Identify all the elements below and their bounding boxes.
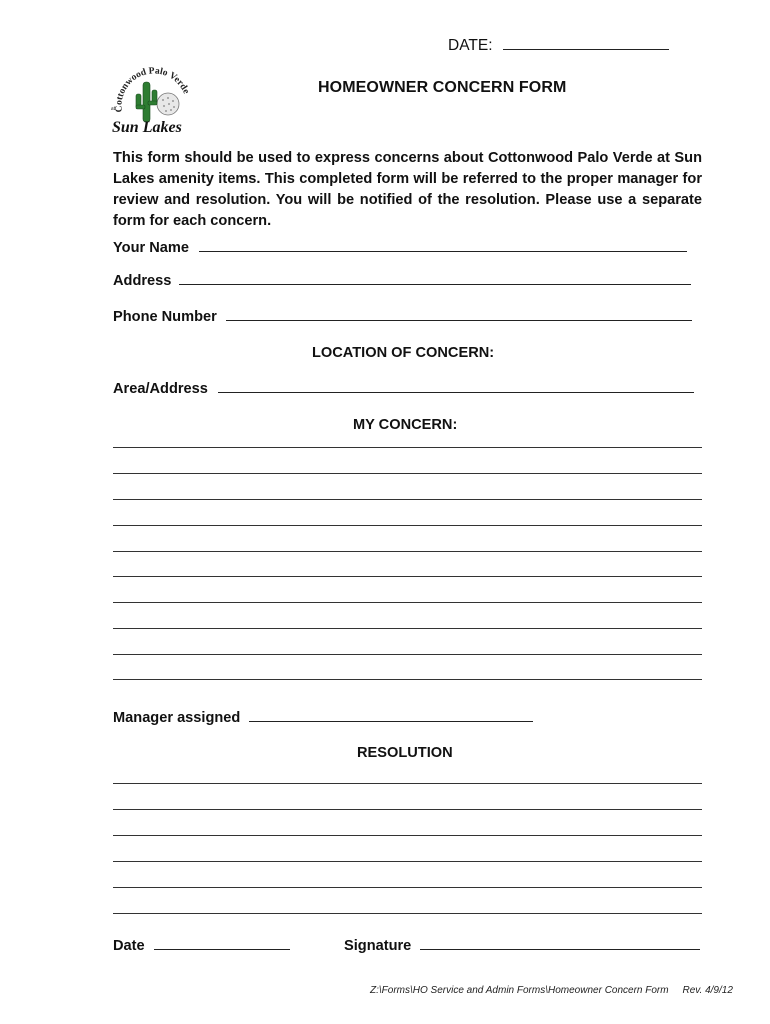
concern-line[interactable]: [113, 628, 702, 629]
manager-field[interactable]: [113, 709, 533, 726]
area-address-field[interactable]: [113, 380, 694, 397]
resolution-line[interactable]: [113, 887, 702, 888]
manager-blank[interactable]: [249, 709, 533, 722]
concern-line[interactable]: [113, 525, 702, 526]
your-name-field[interactable]: [113, 239, 687, 256]
your-name-label: Your Name: [113, 240, 189, 256]
area-address-label: Area/Address: [113, 381, 208, 397]
resolution-line[interactable]: [113, 861, 702, 862]
signature-blank[interactable]: [420, 937, 700, 950]
concern-line[interactable]: [113, 602, 702, 603]
logo-brand-text: Sun Lakes: [112, 119, 182, 136]
cactus-icon: [136, 82, 157, 122]
logo-at-text: at: [111, 106, 116, 112]
date-blank[interactable]: [503, 37, 669, 50]
footer-path: Z:\Forms\HO Service and Admin Forms\Homeowner Concern Form Rev. 4/9/12: [370, 985, 733, 996]
resolution-line[interactable]: [113, 835, 702, 836]
resolution-line[interactable]: [113, 809, 702, 810]
resolution-line[interactable]: [113, 783, 702, 784]
your-name-blank[interactable]: [199, 239, 687, 252]
intro-paragraph: This form should be used to express concerns about Cottonwood Palo Verde at Sun Lakes amenity items. This completed form will be referred to the proper manager for review and resolution. You will be notified of the resolution. Please use a separate form for each concern.: [113, 150, 702, 229]
address-blank[interactable]: [179, 272, 691, 285]
area-address-blank[interactable]: [218, 380, 694, 393]
form-title: HOMEOWNER CONCERN FORM: [318, 79, 567, 96]
concern-heading: MY CONCERN:: [353, 417, 458, 433]
sun-lakes-logo: [108, 60, 200, 138]
resolution-line[interactable]: [113, 913, 702, 914]
concern-line[interactable]: [113, 447, 702, 448]
signature-field[interactable]: [344, 937, 700, 954]
svg-text:Cottonwood Palo Verde: [114, 66, 191, 112]
phone-field[interactable]: [113, 308, 692, 325]
phone-label: Phone Number: [113, 309, 217, 325]
address-field[interactable]: [113, 272, 691, 289]
logo-arc-text: Cottonwood Palo Verde: [114, 66, 191, 113]
concern-line[interactable]: [113, 679, 702, 680]
concern-line[interactable]: [113, 499, 702, 500]
address-label: Address: [113, 273, 172, 289]
date-signed-field[interactable]: [113, 937, 290, 954]
location-heading: LOCATION OF CONCERN:: [312, 345, 495, 361]
date-signed-blank[interactable]: [154, 937, 290, 950]
concern-line[interactable]: [113, 654, 702, 655]
resolution-heading: RESOLUTION: [357, 745, 453, 761]
signature-label: Signature: [344, 938, 412, 954]
phone-blank[interactable]: [226, 308, 692, 321]
date-field[interactable]: [448, 37, 669, 55]
date-label: DATE:: [448, 37, 493, 54]
manager-label: Manager assigned: [113, 710, 241, 726]
date-signed-label: Date: [113, 938, 145, 954]
concern-line[interactable]: [113, 473, 702, 474]
concern-line[interactable]: [113, 551, 702, 552]
concern-line[interactable]: [113, 576, 702, 577]
